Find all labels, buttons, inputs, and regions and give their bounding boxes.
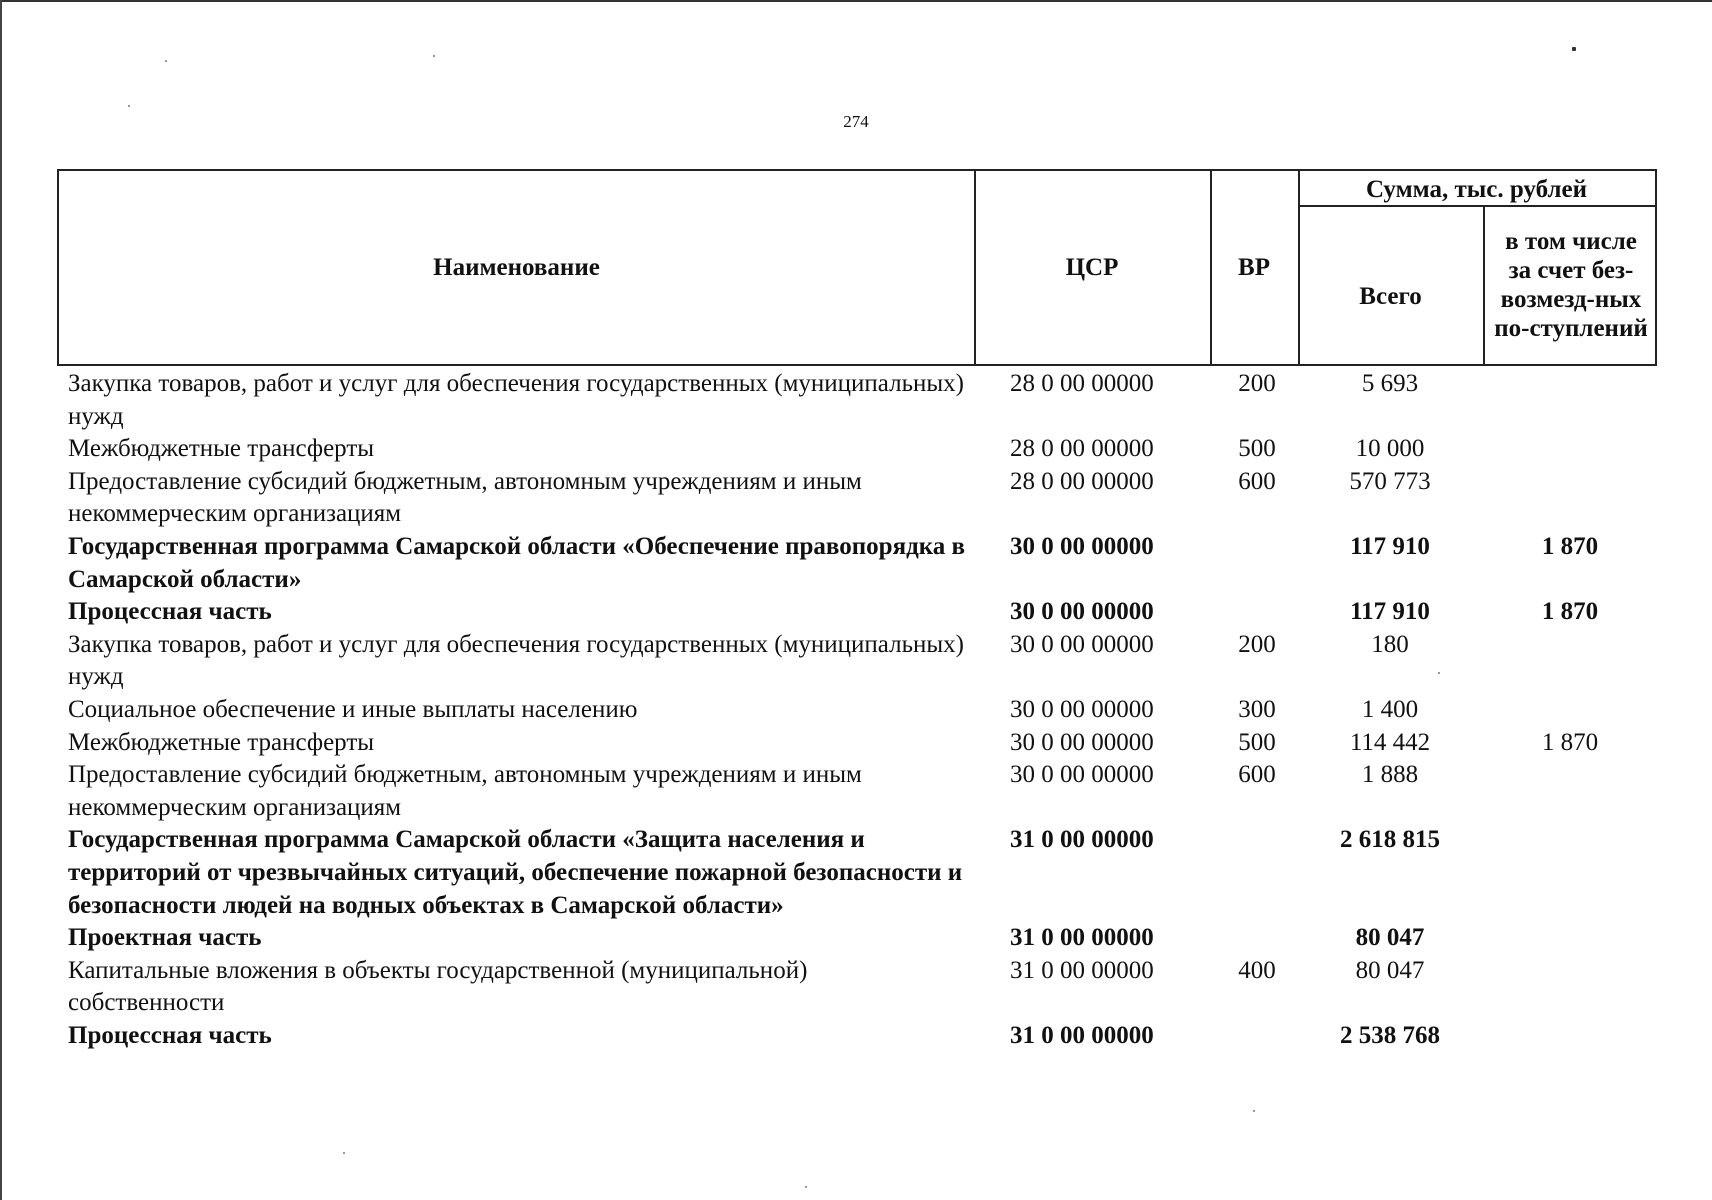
- table-row: [0, 531, 1712, 596]
- row-name: Закупка товаров, работ и услуг для обеспечения государственных (муниципальных) нужд: [68, 630, 964, 691]
- row-csr: 30 0 00 00000: [1010, 598, 1154, 626]
- row-total: 10 000: [1355, 435, 1425, 463]
- row-vr: 400: [1238, 956, 1276, 984]
- row-total: 117 910: [1350, 598, 1430, 626]
- row-csr: 28 0 00 00000: [1010, 467, 1154, 495]
- row-total: 1 400: [1361, 695, 1419, 723]
- row-csr: 28 0 00 00000: [1010, 435, 1154, 463]
- scan-speck: [128, 105, 130, 107]
- scan-speck: [165, 60, 167, 62]
- table-row: [0, 466, 1712, 531]
- table-row: [0, 629, 1712, 694]
- row-name: Государственная программа Самарской области «Защита населения и территорий от чрезвычайных ситуаций, обеспечение пожарной безопасности и безопасности людей на водных объектах в Самарской области»: [68, 826, 963, 919]
- header-vr: ВР: [1238, 254, 1270, 281]
- table-row: [0, 433, 1712, 466]
- row-vr: 300: [1238, 695, 1276, 723]
- row-gratis: 1 870: [1541, 728, 1599, 756]
- row-name: Предоставление субсидий бюджетным, автономным учреждениям и иным некоммерческим организациям: [68, 761, 862, 821]
- row-total: 180: [1371, 630, 1409, 658]
- row-total: 80 047: [1355, 956, 1425, 984]
- header-name: Наименование: [433, 254, 600, 281]
- row-vr: 500: [1238, 435, 1276, 463]
- row-csr: 30 0 00 00000: [1010, 630, 1154, 658]
- row-name: Межбюджетные трансферты: [68, 435, 375, 463]
- header-csr: ЦСР: [1065, 254, 1119, 281]
- row-name: Процессная часть: [68, 598, 272, 626]
- row-csr: 31 0 00 00000: [1010, 956, 1154, 984]
- table-row: [0, 596, 1712, 629]
- row-csr: 30 0 00 00000: [1010, 761, 1154, 789]
- row-total: 1 888: [1361, 761, 1419, 789]
- row-total: 114 442: [1349, 728, 1431, 756]
- page-edge-top: [0, 0, 1712, 2]
- row-name: Предоставление субсидий бюджетным, автономным учреждениям и иным некоммерческим организациям: [68, 467, 862, 528]
- scan-speck: [433, 55, 435, 57]
- table-body: [0, 368, 1712, 1052]
- row-csr: 30 0 00 00000: [1010, 728, 1154, 756]
- header-sum-group: Сумма, тыс. рублей: [1365, 175, 1588, 203]
- row-name: Закупка товаров, работ и услуг для обеспечения государственных (муниципальных) нужд: [68, 370, 964, 430]
- scan-speck: [1253, 1110, 1255, 1112]
- row-gratis: 1 870: [1541, 598, 1599, 626]
- row-name: Государственная программа Самарской области «Обеспечение правопорядка в Самарской области»: [68, 532, 966, 593]
- row-csr: 31 0 00 00000: [1010, 924, 1154, 952]
- table-row: [0, 824, 1712, 922]
- row-total: 117 910: [1350, 532, 1430, 560]
- row-name: Социальное обеспечение и иные выплаты населению: [68, 695, 638, 723]
- page-number: 274: [843, 112, 869, 131]
- scan-speck: [1572, 47, 1576, 51]
- row-vr: 200: [1238, 370, 1276, 397]
- table-row: [0, 922, 1712, 955]
- row-vr: 600: [1238, 761, 1276, 789]
- header-divider: [1483, 205, 1485, 364]
- row-gratis: 1 870: [1541, 532, 1599, 560]
- scan-speck: [805, 1186, 807, 1188]
- table-row: [0, 694, 1712, 727]
- row-csr: 31 0 00 00000: [1010, 826, 1154, 854]
- table-row: [0, 368, 1712, 433]
- scan-speck: [343, 1152, 345, 1154]
- row-name: Проектная часть: [68, 924, 262, 952]
- row-total: 570 773: [1349, 467, 1431, 495]
- row-vr: 500: [1238, 728, 1276, 756]
- table-row: [0, 759, 1712, 824]
- row-vr: 200: [1238, 630, 1276, 658]
- row-total: 2 618 815: [1340, 826, 1440, 854]
- table-header: [57, 169, 1657, 366]
- table-row: [0, 955, 1712, 1020]
- header-total: Всего: [1359, 283, 1422, 310]
- row-csr: 30 0 00 00000: [1010, 532, 1154, 560]
- row-csr: 28 0 00 00000: [1010, 370, 1154, 397]
- row-vr: 600: [1238, 467, 1276, 495]
- header-gratis: в том числе за счет без-возмезд-ных по-ступлений: [1494, 227, 1648, 342]
- row-total: 5 693: [1361, 370, 1419, 397]
- table-row: [0, 727, 1712, 760]
- row-name: Капитальные вложения в объекты государственной (муниципальной) собственности: [68, 956, 808, 1017]
- row-name: Межбюджетные трансферты: [68, 728, 375, 756]
- row-csr: 31 0 00 00000: [1010, 1021, 1154, 1049]
- row-total: 80 047: [1355, 924, 1425, 952]
- row-total: 2 538 768: [1340, 1021, 1440, 1049]
- row-csr: 30 0 00 00000: [1010, 695, 1154, 723]
- table-row: [0, 1020, 1712, 1053]
- row-name: Процессная часть: [68, 1021, 272, 1049]
